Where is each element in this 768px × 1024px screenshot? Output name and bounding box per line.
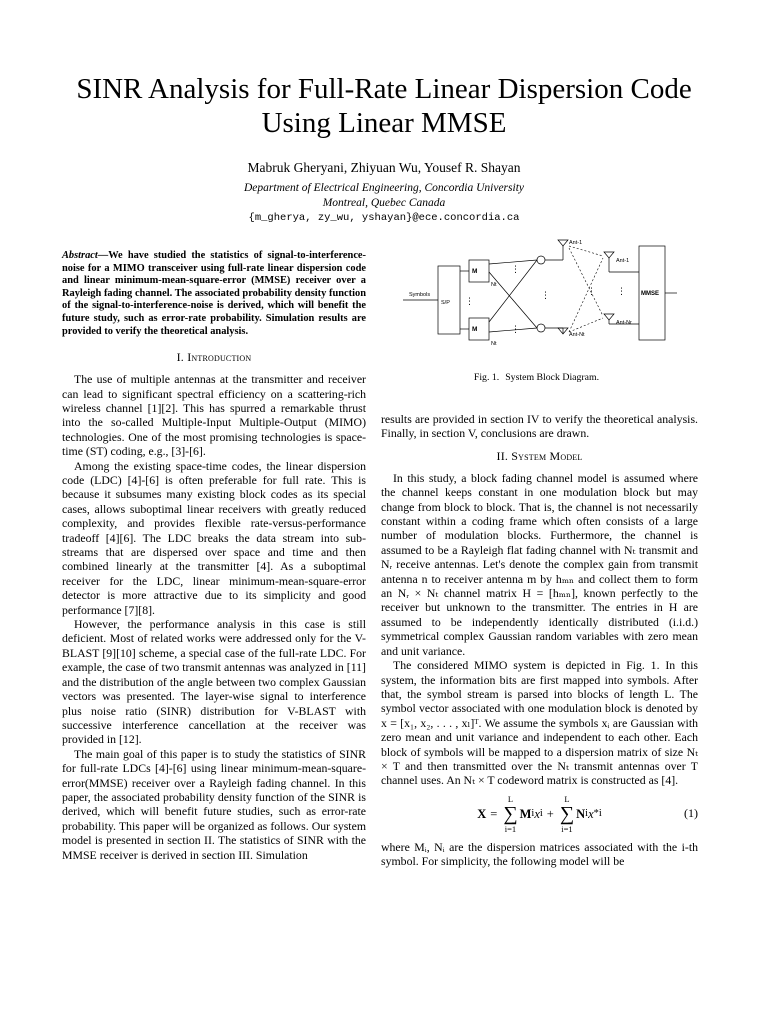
intro-continuation: results are provided in section IV to verify the theoretical analysis. Finally, in section V, conclusions are drawn.: [381, 412, 698, 441]
symbols-label: Symbols: [409, 292, 431, 298]
section-heading-system-model: II. System Model: [496, 448, 583, 463]
email-addresses: [40, 210, 728, 226]
eq-equals: =: [490, 806, 498, 821]
system-block-diagram: [381, 236, 698, 364]
ml-label: M: [472, 326, 478, 333]
sum-upper-limit: L: [507, 793, 514, 804]
dots-icon: ⋮: [541, 290, 550, 300]
rx-antenna-icon: [604, 252, 614, 258]
eq-term2-var: x: [588, 806, 594, 821]
figure-caption: [381, 372, 698, 384]
abstract-label: Abstract: [62, 250, 98, 261]
rx-antnr-label: Ant-Nr: [616, 320, 632, 326]
left-column: [62, 250, 366, 862]
equation-number: (1): [684, 805, 698, 820]
eq-lhs: X: [477, 806, 487, 821]
intro-paragraph: However, the performance analysis in this case is still deficient. Most of related works were addressed only for the V-BLAST [9][10] scheme, a special case of the full-rate LDC. For example, the case of two transmit antennas was analyzed in [11] and the distribution of the angle between two complex Gaussian vectors was presented. The layer-wise signal to interference plus noise ratio (SINR) distribution for V-BLAST with successive interference cancellation at the receiver was provided in [12].: [62, 617, 366, 747]
dots-icon: ⋮: [511, 264, 520, 274]
abstract-dash: —: [97, 250, 109, 261]
sum-upper-limit: L: [564, 793, 570, 804]
summer-top: [537, 256, 545, 264]
eq-term1-sub: i: [531, 807, 535, 819]
rx-antenna-icon: [604, 314, 614, 320]
intro-paragraph: The main goal of this paper is to study the statistics of SINR for full-rate LDCs [4]-[6] using linear minimum-mean-square-error(MMSE) receiver over a Rayleigh fading channel. In this paper, the associated probability density function of the SINR is derived, which will benefit future studies, such as error-rate probability. This paper will be organized as follows. Our system model is presented in section II. The statistics of SINR with the MMSE receiver is derived in section III. Simulation: [62, 746, 366, 862]
affiliation: [40, 181, 728, 211]
summer-bottom: [537, 324, 545, 332]
sigma-icon: ∑: [559, 802, 575, 825]
sp-label: S/P: [441, 300, 450, 306]
tx-ant1-label: Ant-1: [569, 240, 583, 246]
figure-caption-label: Fig. 1.: [473, 372, 500, 383]
section-heading-introduction: I. Introduction: [176, 350, 252, 365]
abstract: [62, 250, 366, 338]
email-users: {m_gherya, zy_wu, yshayan}: [248, 212, 413, 224]
eq-term1-matrix: M: [519, 806, 532, 821]
eq-term2-sub: i: [585, 807, 589, 819]
paper-title: SINR Analysis for Full-Rate Linear Dispersion Code Using Linear MMSE: [76, 73, 692, 139]
eq-plus: +: [546, 806, 554, 821]
summation-symbol: [560, 794, 574, 834]
sigma-icon: ∑: [503, 802, 518, 825]
tx-antnt-label: Ant-Nt: [569, 332, 585, 338]
eq-term2-var-sub: i: [598, 807, 602, 819]
abstract-text: We have studied the statistics of signal-to-interference-noise for a MIMO transceiver using full-rate linear dispersion code and linear minimum-mean-square-error (MMSE) receiver over a Rayleigh fading channel. The associated probability density function of the signal-to-interference-noise is derived, which will benefit the future study, such as error-rate probability. Simulation results are provided to verify the theoretical analysis.: [62, 250, 366, 337]
intro-paragraph: The use of multiple antennas at the transmitter and receiver can lead to significant spectral efficiency on a scattering-rich wireless channel [1][2]. This has spurred a remarkable thrust into the so-called Multiple-Input Multiple-Output (MIMO) technologies. One of the most promising technologies is space-time (ST) coding, e.g., [3]-[6].: [62, 372, 366, 459]
nt-top-label: Nt: [491, 282, 497, 288]
rx-ant1-label: Ant-1: [616, 258, 630, 264]
eq-term2-conj: *: [593, 807, 599, 819]
tx-antenna-icon: [558, 240, 568, 246]
figure-caption-text: System Block Diagram.: [505, 372, 600, 383]
eq-term1-var-sub: i: [539, 807, 543, 819]
mmse-label: MMSE: [641, 291, 659, 297]
email-domain: @ece.concordia.ca: [412, 212, 520, 224]
author-list: Mabruk Gheryani, Zhiyuan Wu, Yousef R. Shayan: [247, 160, 521, 175]
dots-icon: ⋮: [511, 324, 520, 334]
right-column: [381, 412, 698, 869]
dots-icon: ⋮: [465, 296, 474, 306]
sum-lower-limit: i=1: [561, 823, 573, 834]
equation-1: [381, 794, 698, 834]
eq-term2-matrix: N: [576, 806, 586, 821]
summation-symbol: [503, 794, 517, 834]
affiliation-line: Department of Electrical Engineering, Concordia University: [244, 182, 524, 194]
system-paragraph: The considered MIMO system is depicted in Fig. 1. In this system, the information bits are first mapped into symbols. After that, the symbol stream is parsed into blocks of length L. The symbol vector associated with one modulation block is denoted by x = [x₁, x₂, . . . , xₗ]ᵀ. We assume the symbols xᵢ are Gaussian with zero mean and unit variance and independent to each other. Each block of symbols will be mapped to a dispersion matrix of size Nₜ × T and then transmitted over the Nₜ transmit antennas over T channel uses. An Nₜ × T codeword matrix is constructed as [4].: [381, 658, 698, 788]
system-paragraph: In this study, a block fading channel model is assumed where the channel keeps constant in one modulation block but may change from block to block. That is, the channel is not necessarily constant within a coding frame which often consists of a large number of modulation blocks. Furthermore, the channel is assumed to be a Rayleigh flat fading channel with Nₜ transmit and Nᵣ receive antennas. Let's denote the complex gain from transmit antenna n to receiver antenna m by hₘₙ and collect them to form an Nᵣ × Nₜ channel matrix H = [hₘₙ], known perfectly to the receiver but unknown to the transmitter. The entries in H are assumed to be independently identically distributed (i.i.d.) symmetrical complex Gaussian random variables with zero mean and unit variance.: [381, 470, 698, 658]
sum-lower-limit: i=1: [504, 823, 517, 834]
eq-term1-var: x: [534, 806, 540, 821]
affiliation-line: Montreal, Quebec Canada: [322, 197, 446, 209]
dots-icon: ⋮: [587, 286, 596, 296]
intro-paragraph: Among the existing space-time codes, the linear dispersion code (LDC) [4]-[6] is often preferable for full rate. This is because it subsumes many existing block codes as its special cases, allows suboptimal linear receivers with greatly reduced complexity, and provides flexible rate-versus-performance tradeoff [4][6]. The LDC breaks the data stream into sub-streams that are dispersed over space and time and then combined linearly at the transmitter [4]. As a suboptimal receiver for the LDC, linear minimum-mean-square-error detector is more attractive due to its simplicity and good performance [7][8].: [62, 458, 366, 617]
system-paragraph: where Mᵢ, Nᵢ are the dispersion matrices associated with the i-th symbol. For simplicity, the following model will be: [381, 839, 698, 869]
nt-bottom-label: Nt: [491, 341, 497, 347]
m1-label: M: [472, 268, 478, 275]
dots-icon: ⋮: [617, 286, 626, 296]
